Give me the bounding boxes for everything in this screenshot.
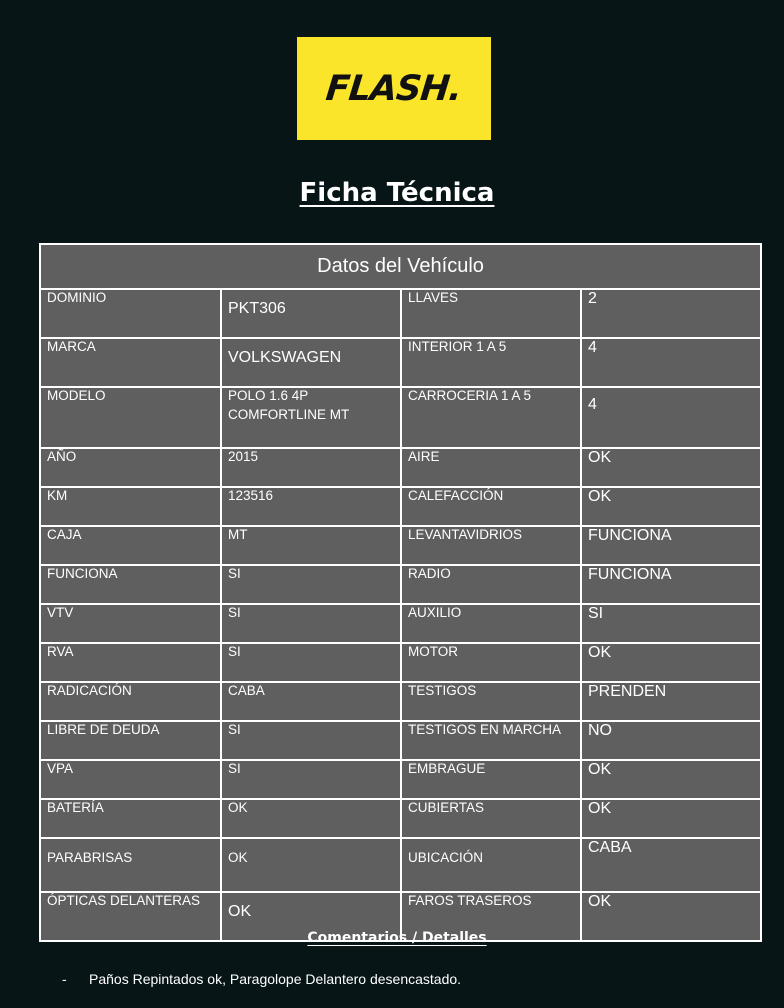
list-item: [62, 971, 461, 987]
row-value: 2015: [221, 448, 401, 487]
row-label-2: TESTIGOS EN MARCHA: [401, 721, 581, 760]
row-label-2: AIRE: [401, 448, 581, 487]
table-row: [40, 682, 761, 721]
row-value: MT: [221, 526, 401, 565]
row-value-2: SI: [581, 604, 761, 643]
row-value-2: CABA: [581, 838, 761, 892]
row-value-2: NO: [581, 721, 761, 760]
row-value-2: OK: [581, 760, 761, 799]
table-header: Datos del Vehículo: [40, 244, 761, 289]
row-value: OK: [221, 799, 401, 838]
row-value-2: 2: [581, 289, 761, 338]
table-row: [40, 643, 761, 682]
row-label-2: MOTOR: [401, 643, 581, 682]
row-value-2: 4: [581, 338, 761, 387]
row-value-2: OK: [581, 487, 761, 526]
row-label: PARABRISAS: [40, 838, 221, 892]
page-title: Ficha Técnica: [299, 178, 495, 208]
table-row: [40, 838, 761, 892]
row-value-2: FUNCIONA: [581, 526, 761, 565]
row-value-line-1: POLO 1.6 4P: [228, 388, 309, 403]
row-value: SI: [221, 565, 401, 604]
comment-text: Paños Repintados ok, Paragolope Delantero desencastado.: [89, 971, 462, 987]
row-label-2: TESTIGOS: [401, 682, 581, 721]
table-row: [40, 289, 761, 338]
row-label-2: UBICACIÓN: [401, 838, 581, 892]
row-value: 123516: [221, 487, 401, 526]
row-value: SI: [221, 604, 401, 643]
comments-title: Comentarios / Detalles: [307, 930, 487, 946]
row-label-2: LEVANTAVIDRIOS: [401, 526, 581, 565]
row-label-2: LLAVES: [401, 289, 581, 338]
table-row: [40, 760, 761, 799]
row-label-2: INTERIOR 1 A 5: [401, 338, 581, 387]
table-row: [40, 487, 761, 526]
row-label: CAJA: [40, 526, 221, 565]
row-label-2: CARROCERIA 1 A 5: [401, 387, 581, 448]
row-label: ÓPTICAS DELANTERAS: [40, 892, 221, 941]
row-label-2: RADIO: [401, 565, 581, 604]
row-label: MARCA: [40, 338, 221, 387]
row-value: SI: [221, 721, 401, 760]
row-label: VPA: [40, 760, 221, 799]
row-value: SI: [221, 643, 401, 682]
row-value-2: FUNCIONA: [581, 565, 761, 604]
row-value-2: OK: [581, 643, 761, 682]
row-label: BATERÍA: [40, 799, 221, 838]
row-value: OK: [221, 838, 401, 892]
table-row: [40, 565, 761, 604]
row-label-2: EMBRAGUE: [401, 760, 581, 799]
row-value-2: 4: [581, 387, 761, 448]
row-value: OK: [221, 892, 401, 941]
row-value-2: OK: [581, 892, 761, 941]
table-row: [40, 338, 761, 387]
row-label: KM: [40, 487, 221, 526]
row-label-2: AUXILIO: [401, 604, 581, 643]
row-value-line-2: COMFORTLINE MT: [228, 407, 350, 422]
logo-text: FLASH.: [324, 68, 464, 109]
row-label: LIBRE DE DEUDA: [40, 721, 221, 760]
vehicle-data-table: [39, 243, 762, 942]
row-value: CABA: [221, 682, 401, 721]
table-row: [40, 721, 761, 760]
row-value-2: OK: [581, 799, 761, 838]
row-value: VOLKSWAGEN: [221, 338, 401, 387]
row-label: MODELO: [40, 387, 221, 448]
list-bullet: -: [62, 971, 67, 987]
row-value: PKT306: [221, 289, 401, 338]
table-row: [40, 799, 761, 838]
row-label-2: CALEFACCIÓN: [401, 487, 581, 526]
table-row: [40, 604, 761, 643]
row-value: [221, 387, 401, 448]
row-label-2: FAROS TRASEROS: [401, 892, 581, 941]
row-value: SI: [221, 760, 401, 799]
row-value-2: PRENDEN: [581, 682, 761, 721]
row-label: FUNCIONA: [40, 565, 221, 604]
row-value-2: OK: [581, 448, 761, 487]
flash-logo: [297, 37, 491, 140]
table-row: [40, 526, 761, 565]
row-label: DOMINIO: [40, 289, 221, 338]
row-label-2: CUBIERTAS: [401, 799, 581, 838]
row-label: AÑO: [40, 448, 221, 487]
row-label: RADICACIÓN: [40, 682, 221, 721]
table-row: [40, 448, 761, 487]
row-label: RVA: [40, 643, 221, 682]
table-row: [40, 387, 761, 448]
row-label: VTV: [40, 604, 221, 643]
